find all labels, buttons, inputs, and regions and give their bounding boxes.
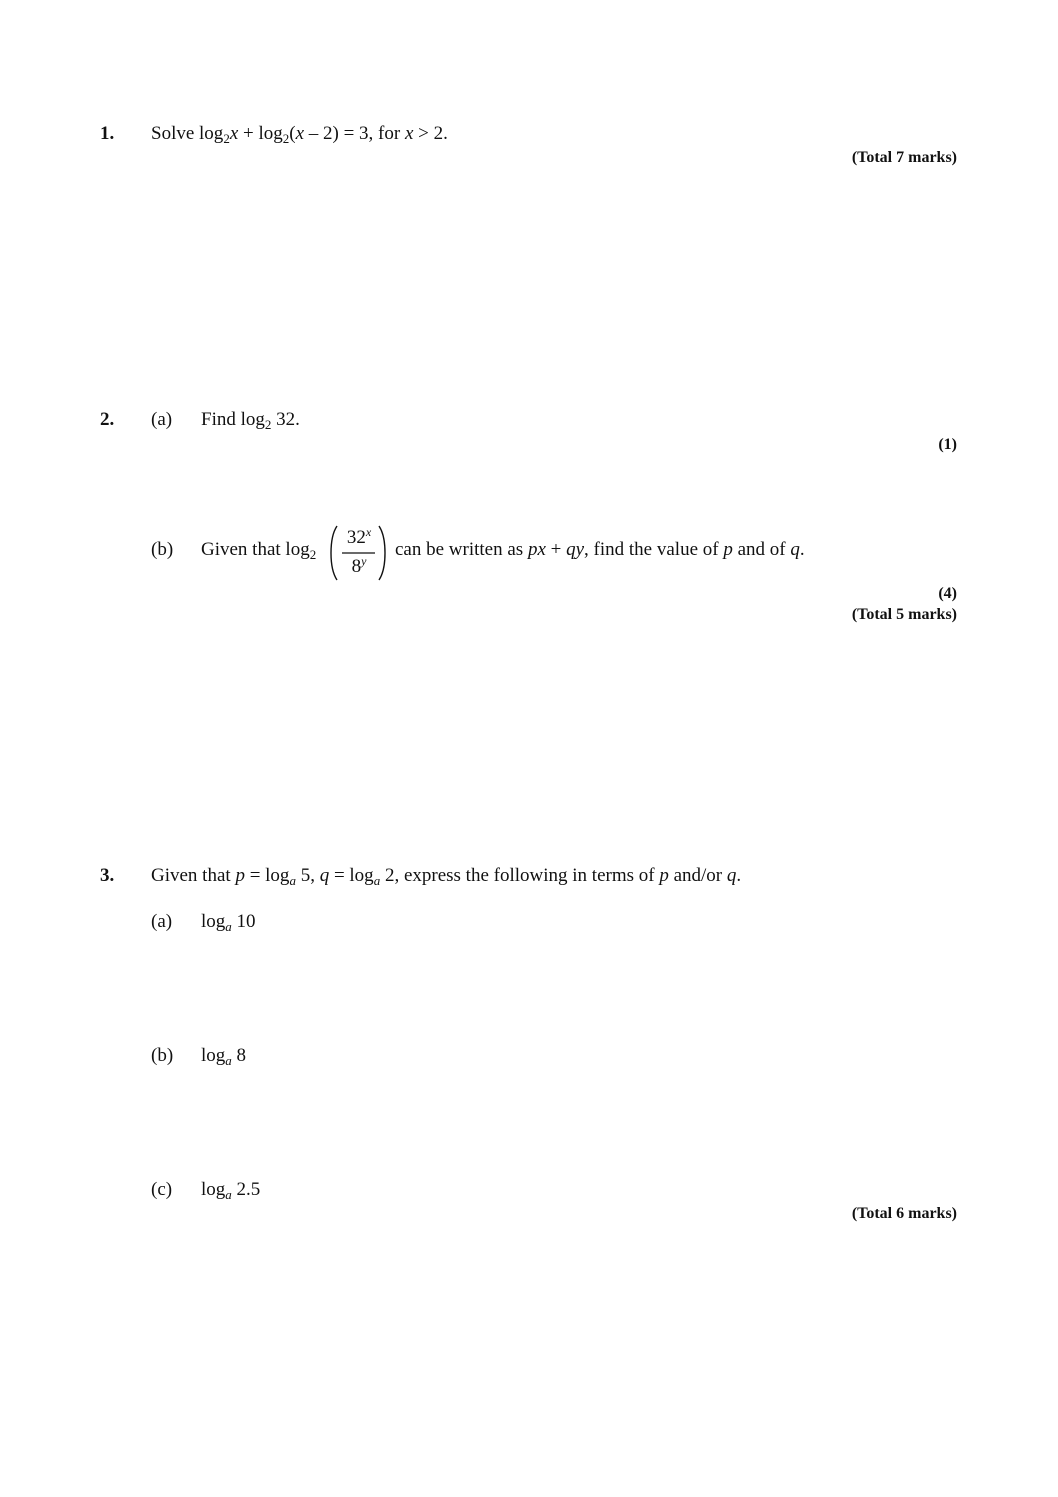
question-1-text: Solve $\log_2x + \log_2(x - 2) = 3$, for x > 2. xyxy=(151,123,448,146)
question-2a-marks: (1) xyxy=(938,436,957,453)
question-3c-text: $\log_a 2.5$ xyxy=(201,1179,261,1202)
question-2a-label: (a) xyxy=(151,409,173,430)
question-2a-text: Find $\log_2 32$. xyxy=(201,409,300,432)
question-2b-marks: (4) xyxy=(938,585,957,602)
question-1-total-marks: (Total 7 marks) xyxy=(851,149,957,166)
question-3b-text: $\log_a 8$ xyxy=(201,1045,247,1068)
question-3a-label: (a) xyxy=(151,911,173,932)
question-3b-label: (b) xyxy=(151,1045,174,1066)
fraction-expression xyxy=(328,524,388,582)
fraction-denominator: 8$^y$ xyxy=(351,554,367,577)
question-3c-label: (c) xyxy=(151,1179,173,1200)
question-2b-text: can be written as px + qy, find the value of p and of q. xyxy=(395,539,805,560)
question-3-number: 3. xyxy=(100,865,115,886)
question-2b-label: (b) xyxy=(151,539,174,560)
question-3-text: Given that $p = \log_a 5$, $q = \log_a 2$, express the following in terms of p and/or q. xyxy=(151,865,742,888)
question-3-total-marks: (Total 6 marks) xyxy=(851,1205,957,1222)
question-3a-text: $\log_a 10$ xyxy=(201,911,256,934)
question-1-number: 1. xyxy=(100,123,115,144)
question-2b-log: Given that $\log_2$ xyxy=(201,539,317,562)
fraction-numerator: 32$^x$ xyxy=(346,525,372,548)
question-2-total-marks: (Total 5 marks) xyxy=(851,606,957,623)
question-2-number: 2. xyxy=(100,409,115,430)
